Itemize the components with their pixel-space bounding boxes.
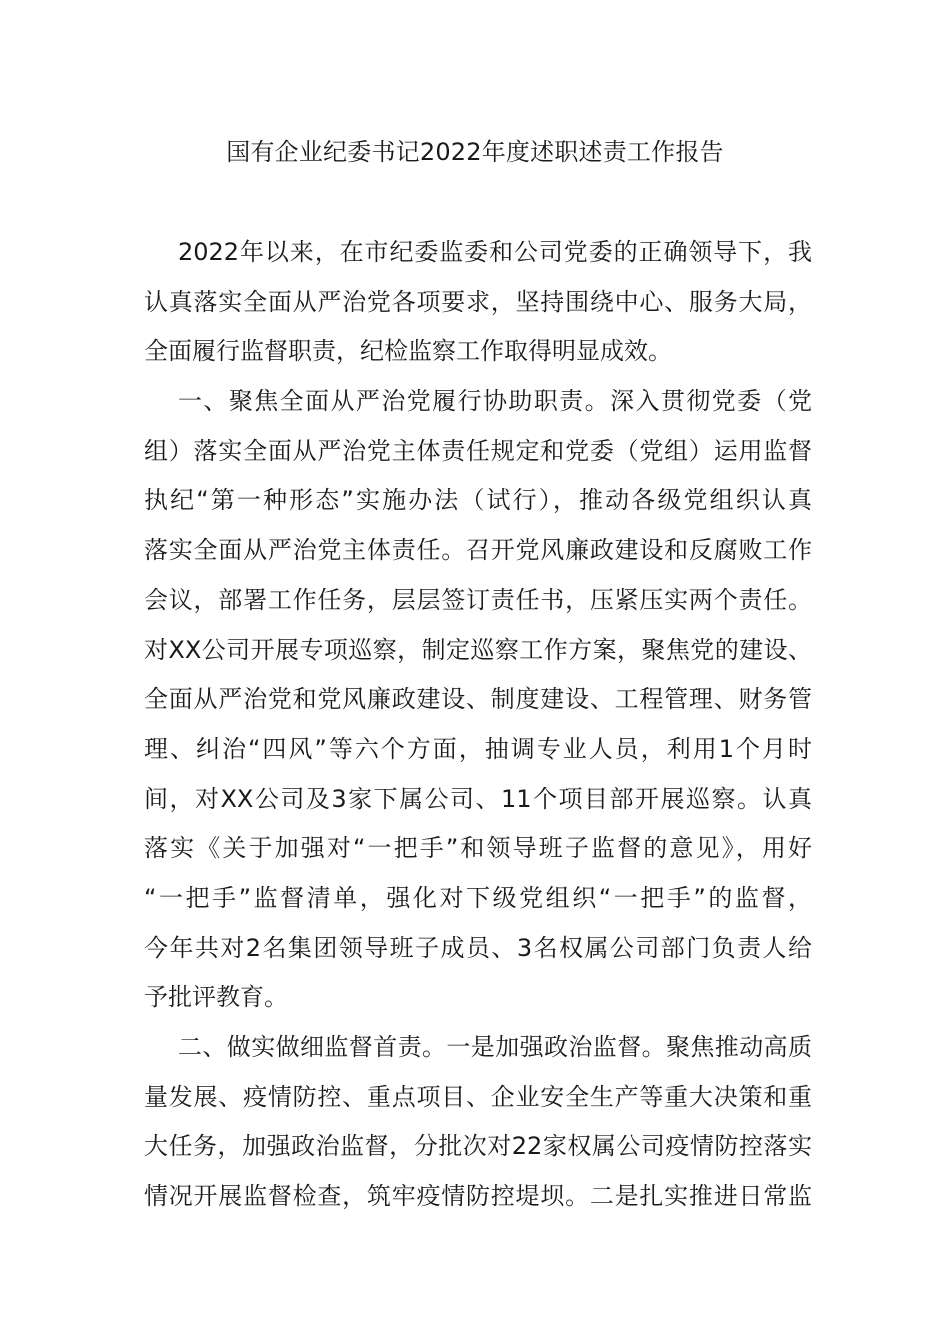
paragraph-2-line: 组）落实全面从严治党主体责任规定和党委（党组）运用监督: [144, 436, 812, 465]
paragraph-1-line: 全面履行监督职责，纪检监察工作取得明显成效。: [144, 337, 672, 366]
paragraph-2-line: 今年共对2名集团领导班子成员、3名权属公司部门负责人给: [144, 933, 812, 962]
paragraph-3-line: 量发展、疫情防控、重点项目、企业安全生产等重大决策和重: [144, 1082, 812, 1111]
paragraph-1-line: 2022年以来，在市纪委监委和公司党委的正确领导下，我: [178, 238, 812, 266]
paragraph-3-line: 情况开展监督检查，筑牢疫情防控堤坝。二是扎实推进日常监: [144, 1182, 812, 1211]
paragraph-2-line: 执纪“第一种形态”实施办法（试行），推动各级党组织认真: [144, 486, 812, 515]
paragraph-3-line: 二、做实做细监督首责。一是加强政治监督。聚焦推动高质: [178, 1033, 812, 1061]
paragraph-2-line: 间，对XX公司及3家下属公司、11个项目部开展巡察。认真: [144, 784, 812, 813]
paragraph-2-line: 全面从严治党和党风廉政建设、制度建设、工程管理、财务管: [144, 685, 812, 714]
paragraph-2-line: 落实全面从严治党主体责任。召开党风廉政建设和反腐败工作: [144, 536, 812, 565]
paragraph-1-line: 认真落实全面从严治党各项要求，坚持围绕中心、服务大局，: [144, 287, 812, 316]
paragraph-2-line: 落实《关于加强对“一把手”和领导班子监督的意见》，用好: [144, 834, 812, 863]
paragraph-2-line: 对XX公司开展专项巡察，制定巡察工作方案，聚焦党的建设、: [144, 635, 812, 664]
paragraph-3-line: 大任务，加强政治监督，分批次对22家权属公司疫情防控落实: [144, 1132, 812, 1161]
paragraph-2-line: “一把手”监督清单，强化对下级党组织“一把手”的监督，: [144, 883, 812, 912]
paragraph-2-line: 会议，部署工作任务，层层签订责任书，压紧压实两个责任。: [144, 585, 812, 614]
document-title: 国有企业纪委书记2022年度述职述责工作报告: [226, 138, 724, 166]
paragraph-2-line: 一、聚焦全面从严治党履行协助职责。深入贯彻党委（党: [178, 387, 812, 416]
paragraph-2-line: 予批评教育。: [144, 983, 288, 1012]
paragraph-2-line: 理、纠治“四风”等六个方面，抽调专业人员，利用1个月时: [144, 734, 812, 763]
document-body: [144, 228, 812, 1222]
